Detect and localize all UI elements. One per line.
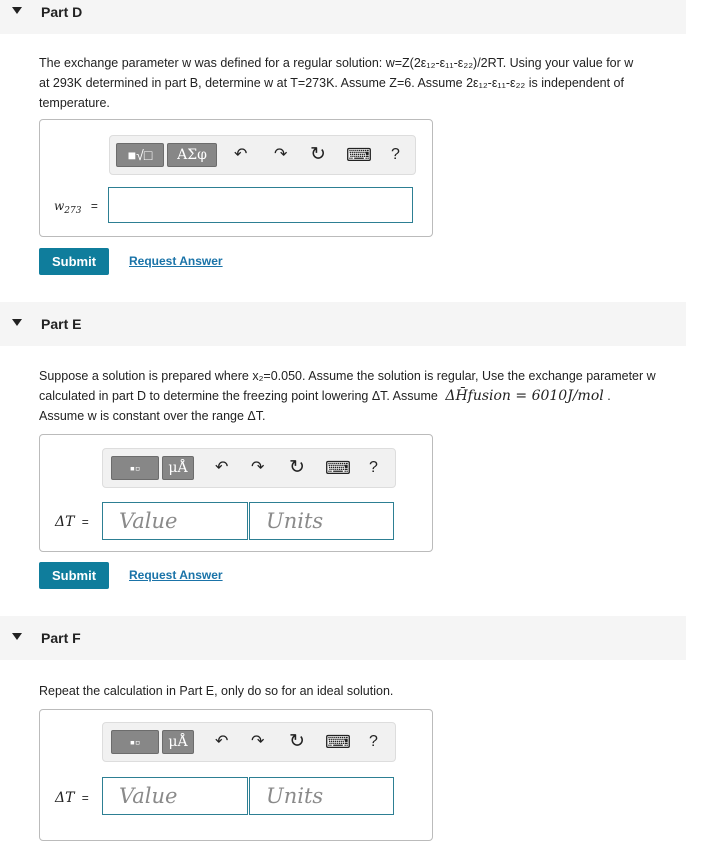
- part-d-header[interactable]: [0, 0, 686, 34]
- units-button[interactable]: μÅ: [162, 456, 194, 480]
- delta-t-label: ΔT =: [55, 790, 89, 806]
- reset-icon[interactable]: ↻: [289, 457, 305, 478]
- part-d-submit-button[interactable]: Submit: [39, 248, 109, 275]
- part-f-question: Repeat the calculation in Part E, only do so for an ideal solution.: [39, 684, 394, 698]
- help-icon[interactable]: ?: [369, 459, 378, 476]
- redo-icon[interactable]: ↷: [274, 146, 288, 163]
- units-input[interactable]: Units: [249, 502, 394, 540]
- collapse-triangle-icon[interactable]: [12, 319, 22, 326]
- value-input[interactable]: Value: [102, 502, 248, 540]
- part-e-question: Suppose a solution is prepared where x₂=0.050. Assume the solution is regular, Use the exchange parameter w calculated in part D to determine the freezing point lowering ΔT. Assume ΔH̄fusion = 6010J/mol . Assume w is constant over the range ΔT.: [39, 369, 656, 423]
- part-e-math-toolbar: [102, 448, 396, 488]
- collapse-triangle-icon[interactable]: [12, 7, 22, 14]
- reset-icon[interactable]: ↻: [289, 731, 305, 752]
- part-d-answer-box: [39, 119, 433, 237]
- keyboard-icon[interactable]: ⌨: [346, 145, 372, 165]
- undo-icon[interactable]: ↶: [215, 733, 229, 750]
- part-e-answer-box: [39, 434, 433, 552]
- reset-icon[interactable]: ↻: [310, 144, 326, 165]
- delta-t-label: ΔT =: [55, 514, 89, 530]
- part-f-answer-box: [39, 709, 433, 841]
- help-icon[interactable]: ?: [369, 733, 378, 750]
- part-d-request-answer-link[interactable]: Request Answer: [129, 254, 223, 268]
- greek-symbols-button[interactable]: ΑΣφ: [167, 143, 217, 167]
- keyboard-icon[interactable]: ⌨: [325, 458, 351, 478]
- units-input[interactable]: Units: [249, 777, 394, 815]
- undo-icon[interactable]: ↶: [234, 146, 248, 163]
- part-f-header[interactable]: [0, 616, 686, 660]
- help-icon[interactable]: ?: [391, 146, 400, 163]
- part-d-math-toolbar: [109, 135, 416, 175]
- part-e-title: Part E: [41, 316, 82, 332]
- part-f-math-toolbar: [102, 722, 396, 762]
- w273-label: $w_{273}$ =: [54, 199, 98, 216]
- templates-button[interactable]: ■√□: [116, 143, 164, 167]
- part-d-question: The exchange parameter w was defined for a regular solution: w=Z(2ε₁₂-ε₁₁-ε₂₂)/2RT. Using your value for w at 293K determined in part B, determine w at T=273K. Assume Z=6. Assume 2ε₁₂-ε₁₁-ε₂₂ is independent of temperature.: [39, 56, 634, 110]
- redo-icon[interactable]: ↷: [251, 733, 265, 750]
- part-e-submit-button[interactable]: Submit: [39, 562, 109, 589]
- value-input[interactable]: Value: [102, 777, 248, 815]
- part-d-title: Part D: [41, 4, 83, 20]
- part-e-request-answer-link[interactable]: Request Answer: [129, 568, 223, 582]
- w273-answer-input[interactable]: [108, 187, 413, 223]
- templates-button[interactable]: ▪▫: [111, 456, 159, 480]
- units-button[interactable]: μÅ: [162, 730, 194, 754]
- collapse-triangle-icon[interactable]: [12, 633, 22, 640]
- part-f-title: Part F: [41, 630, 81, 646]
- redo-icon[interactable]: ↷: [251, 459, 265, 476]
- undo-icon[interactable]: ↶: [215, 459, 229, 476]
- templates-button[interactable]: ▪▫: [111, 730, 159, 754]
- keyboard-icon[interactable]: ⌨: [325, 732, 351, 752]
- part-e-header[interactable]: [0, 302, 686, 346]
